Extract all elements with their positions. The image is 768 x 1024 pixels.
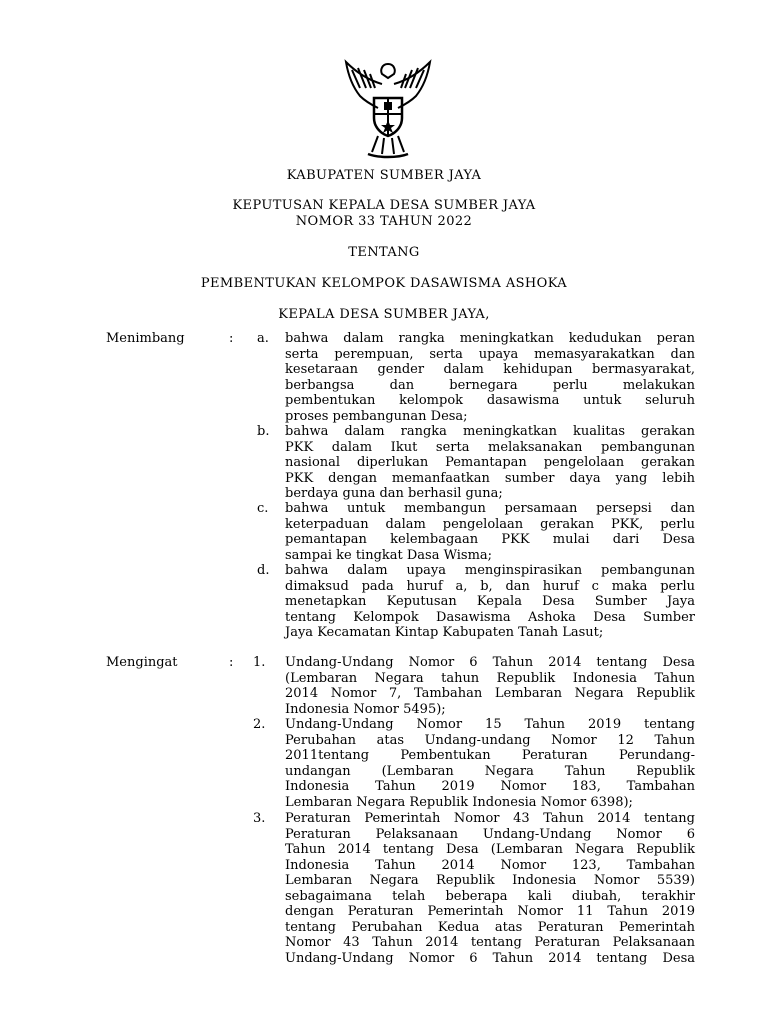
menimbang-item-b [285, 424, 695, 502]
mengingat-item-3 [285, 811, 695, 966]
text-line: Perubahan atas Undang-undang Nomor 12 Tahun [285, 732, 695, 748]
text-line: PKK dalam Ikut serta melaksanakan pembangunan [285, 439, 695, 455]
text-line: bahwa dalam upaya menginspirasikan pembangunan [285, 563, 695, 578]
text-line: pemantapan kelembagaan PKK mulai dari Desa [285, 532, 695, 547]
text-line: berdaya guna dan berhasil guna; [285, 486, 503, 501]
garuda-emblem [338, 58, 438, 166]
text-line: Peraturan Pelaksanaan Undang-Undang Nomor 6 [285, 826, 695, 842]
menimbang-item-d [285, 563, 695, 641]
menimbang-marker-d: d. [257, 563, 270, 578]
menimbang-marker-a: a. [257, 331, 269, 346]
text-line: Lembaran Negara Republik Indonesia Nomor 6398); [285, 794, 633, 810]
mengingat-item-1 [285, 655, 695, 717]
text-line: pembentukan kelompok dasawisma untuk seluruh [285, 393, 695, 408]
mengingat-item-2 [285, 717, 695, 810]
text-line: undangan (Lembaran Negara Tahun Republik [285, 763, 695, 779]
text-line: berbangsa dan bernegara perlu melakukan [285, 377, 695, 393]
text-line: Undang-Undang Nomor 6 Tahun 2014 tentang Desa [285, 655, 695, 670]
text-line: proses pembangunan Desa; [285, 408, 468, 424]
text-line: keterpaduan dalam pengelolaan gerakan PKK, perlu [285, 516, 695, 532]
menimbang-item-a [285, 331, 695, 424]
menimbang-marker-c: c. [257, 501, 269, 516]
text-line: serta perempuan, serta upaya memasyarakatkan dan [285, 346, 695, 362]
menimbang-marker-b: b. [257, 424, 270, 439]
text-line: kesetaraan gender dalam kehidupan bermasyarakat, [285, 362, 695, 377]
mengingat-marker-3: 3. [253, 811, 266, 826]
decree-title: KEPUTUSAN KEPALA DESA SUMBER JAYA [232, 198, 536, 213]
text-line: menetapkan Keputusan Kepala Desa Sumber Jaya [285, 594, 695, 609]
text-line: Undang-Undang Nomor 6 Tahun 2014 tentang Desa [285, 950, 695, 966]
text-line: Peraturan Pemerintah Nomor 43 Tahun 2014 tentang [285, 811, 695, 826]
text-line: bahwa untuk membangun persamaan persepsi dan [285, 501, 695, 516]
text-line: Indonesia Nomor 5495); [285, 701, 446, 717]
text-line: Jaya Kecamatan Kintap Kabupaten Tanah Lasut; [285, 625, 604, 640]
text-line: PKK dengan memanfaatkan sumber daya yang lebih [285, 470, 695, 486]
text-line: Nomor 43 Tahun 2014 tentang Peraturan Pelaksanaan [285, 935, 695, 950]
text-line: Undang-Undang Nomor 15 Tahun 2019 tentang [285, 717, 695, 732]
mengingat-label: Mengingat [106, 655, 178, 670]
text-line: tentang Perubahan Kedua atas Peraturan Pemerintah [285, 919, 695, 935]
decree-subject: PEMBENTUKAN KELOMPOK DASAWISMA ASHOKA [200, 276, 568, 291]
text-line: sebagaimana telah beberapa kali diubah, terakhir [285, 888, 695, 904]
text-line: Indonesia Tahun 2019 Nomor 183, Tambahan [285, 779, 695, 794]
text-line: Lembaran Negara Republik Indonesia Nomor 5539) [285, 873, 695, 888]
text-line: dengan Peraturan Pemerintah Nomor 11 Tahun 2019 [285, 904, 695, 919]
about-label: TENTANG [348, 245, 420, 260]
menimbang-label: Menimbang [106, 331, 185, 346]
text-line: 2011tentang Pembentukan Peraturan Perundang- [285, 748, 695, 763]
text-line: nasional diperlukan Pemantapan pengelolaan gerakan [285, 455, 695, 470]
menimbang-item-c [285, 501, 695, 563]
text-line: 2014 Nomor 7, Tambahan Lembaran Negara Republik [285, 686, 695, 701]
regency-heading: KABUPATEN SUMBER JAYA [286, 168, 482, 183]
mengingat-colon: : [229, 655, 234, 670]
text-line: Indonesia Tahun 2014 Nomor 123, Tambahan [285, 857, 695, 873]
text-line: bahwa dalam rangka meningkatkan kedudukan peran [285, 331, 695, 346]
text-line: sampai ke tingkat Dasa Wisma; [285, 547, 493, 563]
text-line: (Lembaran Negara tahun Republik Indonesia Tahun [285, 670, 695, 686]
mengingat-marker-2: 2. [253, 717, 266, 732]
decree-number: NOMOR 33 TAHUN 2022 [295, 214, 473, 229]
text-line: tentang Kelompok Dasawisma Ashoka Desa Sumber [285, 609, 695, 625]
text-line: Tahun 2014 tentang Desa (Lembaran Negara Republik [285, 842, 695, 857]
text-line: dimaksud pada huruf a, b, dan huruf c maka perlu [285, 578, 695, 594]
issuer-heading: KEPALA DESA SUMBER JAYA, [278, 307, 490, 322]
mengingat-marker-1: 1. [253, 655, 266, 670]
text-line: bahwa dalam rangka meningkatkan kualitas gerakan [285, 424, 695, 439]
menimbang-colon: : [229, 331, 234, 346]
